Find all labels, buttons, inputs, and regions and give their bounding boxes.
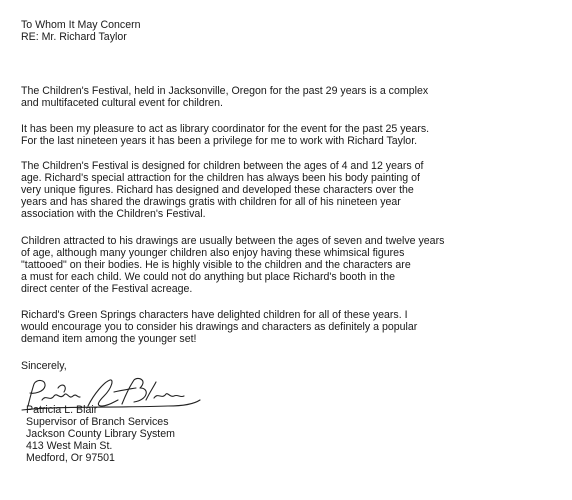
paragraph-1-line-1: The Children's Festival, held in Jacksonville, Oregon for the past 29 years is a complex (21, 85, 429, 97)
paragraph-3-line-1: The Children's Festival is designed for children between the ages of 4 and 12 years of (21, 160, 424, 172)
signer-name: Patricia L. Blair (26, 404, 98, 416)
paragraph-3-line-4: years and has shared the drawings gratis with children for all of his nineteen year (21, 196, 401, 208)
closing: Sincerely, (21, 360, 67, 372)
paragraph-5-line-2: would encourage you to consider his drawings and characters as definitely a popular (21, 321, 418, 333)
paragraph-4-line-3: "tattooed" on their bodies. He is highly visible to the children and the characters are (21, 259, 411, 271)
paragraph-4-line-1: Children attracted to his drawings are usually between the ages of seven and twelve years (21, 235, 445, 247)
paragraph-5-line-1: Richard's Green Springs characters have delighted children for all of these years. I (21, 309, 408, 321)
signer-title: Supervisor of Branch Services (26, 416, 169, 428)
paragraph-4-line-4: a must for each child. We could not do anything but place Richard's booth in the (21, 271, 396, 283)
paragraph-4-line-5: direct center of the Festival acreage. (21, 283, 193, 295)
signer-organization: Jackson County Library System (26, 428, 175, 440)
paragraph-3-line-3: very unique figures. Richard has designed and developed these characters over the (21, 184, 414, 196)
salutation-line-2: RE: Mr. Richard Taylor (21, 31, 127, 43)
paragraph-3-line-2: age. Richard's special attraction for the children has always been his body painting of (21, 172, 420, 184)
paragraph-3-line-5: association with the Children's Festival. (21, 208, 206, 220)
paragraph-5-line-3: demand item among the younger set! (21, 333, 197, 345)
signer-street: 413 West Main St. (26, 440, 113, 452)
paragraph-1-line-2: and multifaceted cultural event for children. (21, 97, 223, 109)
paragraph-2-line-2: For the last nineteen years it has been a privilege for me to work with Richard Taylor. (21, 135, 418, 147)
salutation-line-1: To Whom It May Concern (21, 19, 141, 31)
paragraph-2-line-1: It has been my pleasure to act as library coordinator for the event for the past 25 years. (21, 123, 430, 135)
paragraph-4-line-2: of age, although many younger children also enjoy having these whimsical figures (21, 247, 405, 259)
signer-city: Medford, Or 97501 (26, 452, 115, 464)
